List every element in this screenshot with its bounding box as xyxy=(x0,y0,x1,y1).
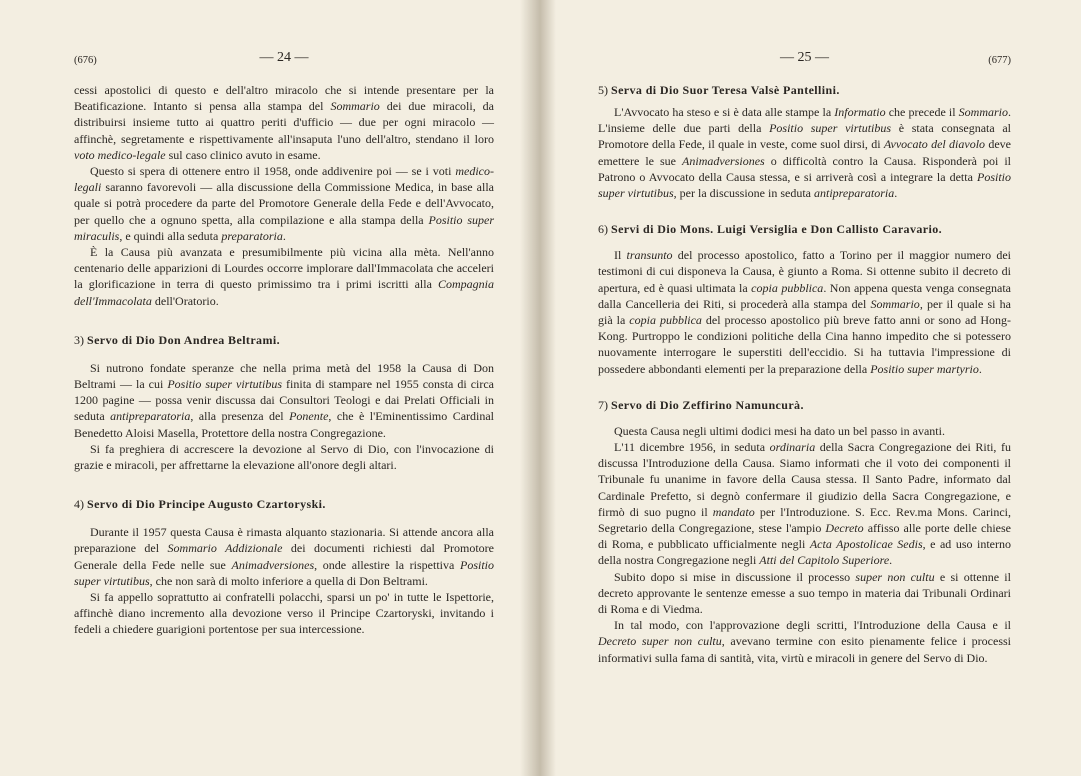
page-header xyxy=(74,50,494,68)
paragraph: Si nutrono fondate speranze che nella prima metà del 1958 la Causa di Don Beltrami — la cui Positio super virtutibus finita di stampare nel 1955 consta di circa 1200 pagine — possa venir discussa dai Consultori Teologi e dai Prelati Officiali in seduta antipreparatoria, alla presenza del Ponente, che è l'Eminentissimo Cardinal Benedetto Aloisi Masella, Protettore della nostra Congregazione. xyxy=(74,360,495,440)
section-number: 3) xyxy=(74,332,84,347)
section-title: Serva di Dio Suor Teresa Valsè Pantellini. xyxy=(611,83,840,97)
paragraph: cessi apostolici di questo e dell'altro miracolo che si intende presentare per la Beatificazione. Intanto si pensa alla stampa del Sommario dei due miracoli, da distribuirsi insieme tutto ai quattro periti d'ufficio — due per ogni miracolo — affinchè, segretamente e rispettivamente all'insaputa l'uno dell'altro, stendano il loro voto medico-legale sul caso clinico avuto in esame. xyxy=(74,83,494,162)
paragraph: Si fa preghiera di accrescere la devozione al Servo di Dio, con l'invocazione di grazie e miracoli, per affrettarne la elevazione all'onore degli altari. xyxy=(74,441,494,473)
right-page xyxy=(540,0,1081,776)
paragraph: Si fa appello soprattutto ai confratelli polacchi, sparsi un po' in tutte le Ispettorie, affinchè diano incremento alla devozione verso il Principe Czartoryski, invitando i fedeli a chiedere guarigioni portentose per sua intercessione. xyxy=(74,590,494,637)
paragraph: Il transunto del processo apostolico, fatto a Torino per il maggior numero dei testimoni di cui disponeva la Causa, è giunto a Roma. Si ottenne subito il decreto di apertura, ed è quasi ultimata la copia pubblica. Non appena questa venga consegnata dalla Cancelleria dei Riti, si procederà alla stampa del Sommario, per il quale si ha già la copia pubblica del processo apostolico più breve fatto anni or sono ad Hong-Kong. Purtroppo le condizioni politiche della Cina hanno impedito che si potessero nuovamente interrogare le superstiti dell'eccidio. Si ha tuttavia l'impressione di possedere abbondanti elementi per la preparazione della Positio super martyrio. xyxy=(598,248,1012,376)
section-heading xyxy=(74,332,494,348)
bracket-page-number: (677) xyxy=(988,55,1011,66)
paragraph: In tal modo, con l'approvazione degli scritti, l'Introduzione della Causa e il Decreto super non cultu, avevano termine con esito pienamente felice i processi informativi sulla fama di santità, vita, virtù e miracoli in genere del Servo di Dio. xyxy=(598,618,1012,665)
section-title: Servo di Dio Don Andrea Beltrami. xyxy=(87,332,280,347)
paragraph: Questa Causa negli ultimi dodici mesi ha dato un bel passo in avanti. xyxy=(614,423,945,438)
paragraph: L'Avvocato ha steso e si è data alle stampe la Informatio che precede il Sommario. L'insieme delle due parti della Positio super virtutibus è stata consegnata al Promotore della Fede, il quale in veste, come suol dirsi, di Avvocato del diavolo deve emettere le sue Animadversiones o difficoltà contro la Causa. Risponderà poi il Patrono o Avvocato della Causa stessa, e si arriverà così a integrare la detta Positio super virtutibus, per la discussione in seduta antipreparatoria. xyxy=(598,105,1012,201)
page-number: — 25 — xyxy=(780,50,829,65)
section-title: Servo di Dio Zeffirino Namuncurà. xyxy=(611,397,804,412)
paragraph: Subito dopo si mise in discussione il processo super non cultu e si ottenne il decreto approvante le sentenze emesse a suo tempo in materia dai Tribunali Ordinari di Roma e di Viedma. xyxy=(598,569,1011,617)
section-title: Servi di Dio Mons. Luigi Versiglia e Don Callisto Caravario. xyxy=(611,222,943,237)
section-heading xyxy=(598,221,1011,237)
section-number: 4) xyxy=(74,497,84,512)
section-heading xyxy=(74,496,494,512)
paragraph: L'11 dicembre 1956, in seduta ordinaria della Sacra Congregazione dei Riti, fu discussa l'Introduzione della Causa. Siamo informati che il voto dei componenti il Tribunale fu unanime in favore della Causa stessa. Il Santo Padre, informato dal Cardinale Prefetto, si degnò confermare il giudizio della Sacra Congregazione, e firmò di suo pugno il mandato per l'Introduzione. S. Ecc. Rev.ma Mons. Carinci, Segretario della Congregazione, stese l'ampio Decreto affisso alle porte delle chiese di Roma, e pubblicato ufficialmente negli Acta Apostolicae Sedis, e ad uso interno della nostra Congregazione negli Atti del Capitolo Superiore. xyxy=(598,440,1012,568)
page-header xyxy=(598,50,1011,68)
section-heading xyxy=(598,397,1011,413)
paragraph: È la Causa più avanzata e presumibilmente più vicina alla mèta. Nell'anno centenario delle apparizioni di Lourdes occorre implorare dall'Immacolata che acceleri la glorificazione in terra di questo primissimo tra i primi iscritti alla Compagnia dell'Immacolata dell'Oratorio. xyxy=(74,245,494,308)
section-heading xyxy=(598,82,1011,98)
page-number: — 24 — xyxy=(259,50,309,65)
section-number: 5) xyxy=(598,83,608,97)
section-number: 7) xyxy=(598,397,608,412)
bracket-page-number: (676) xyxy=(74,55,97,66)
paragraph: Durante il 1957 questa Causa è rimasta alquanto stazionaria. Si attende ancora alla preparazione del Sommario Addizionale dei documenti richiesti dal Promotore Generale della Fede nelle sue Animadversiones, onde allestire la rispettiva Positio super virtutibus, che non sarà di molto inferiore a quella di Don Beltrami. xyxy=(74,525,494,588)
paragraph: Questo si spera di ottenere entro il 1958, onde addivenire poi — se i voti medico-legali saranno favorevoli — alla discussione della Commissione Medica, in base alla quale si potrà procedere da parte del Promotore Generale della Fede e dell'Avvocato, per quello che a ognuno spetta, alla compilazione e alla stampa della Positio super miraculis, e quindi alla seduta preparatoria. xyxy=(74,164,495,243)
section-number: 6) xyxy=(598,222,608,237)
left-page xyxy=(0,0,540,776)
section-title: Servo di Dio Principe Augusto Czartoryski. xyxy=(87,497,326,512)
